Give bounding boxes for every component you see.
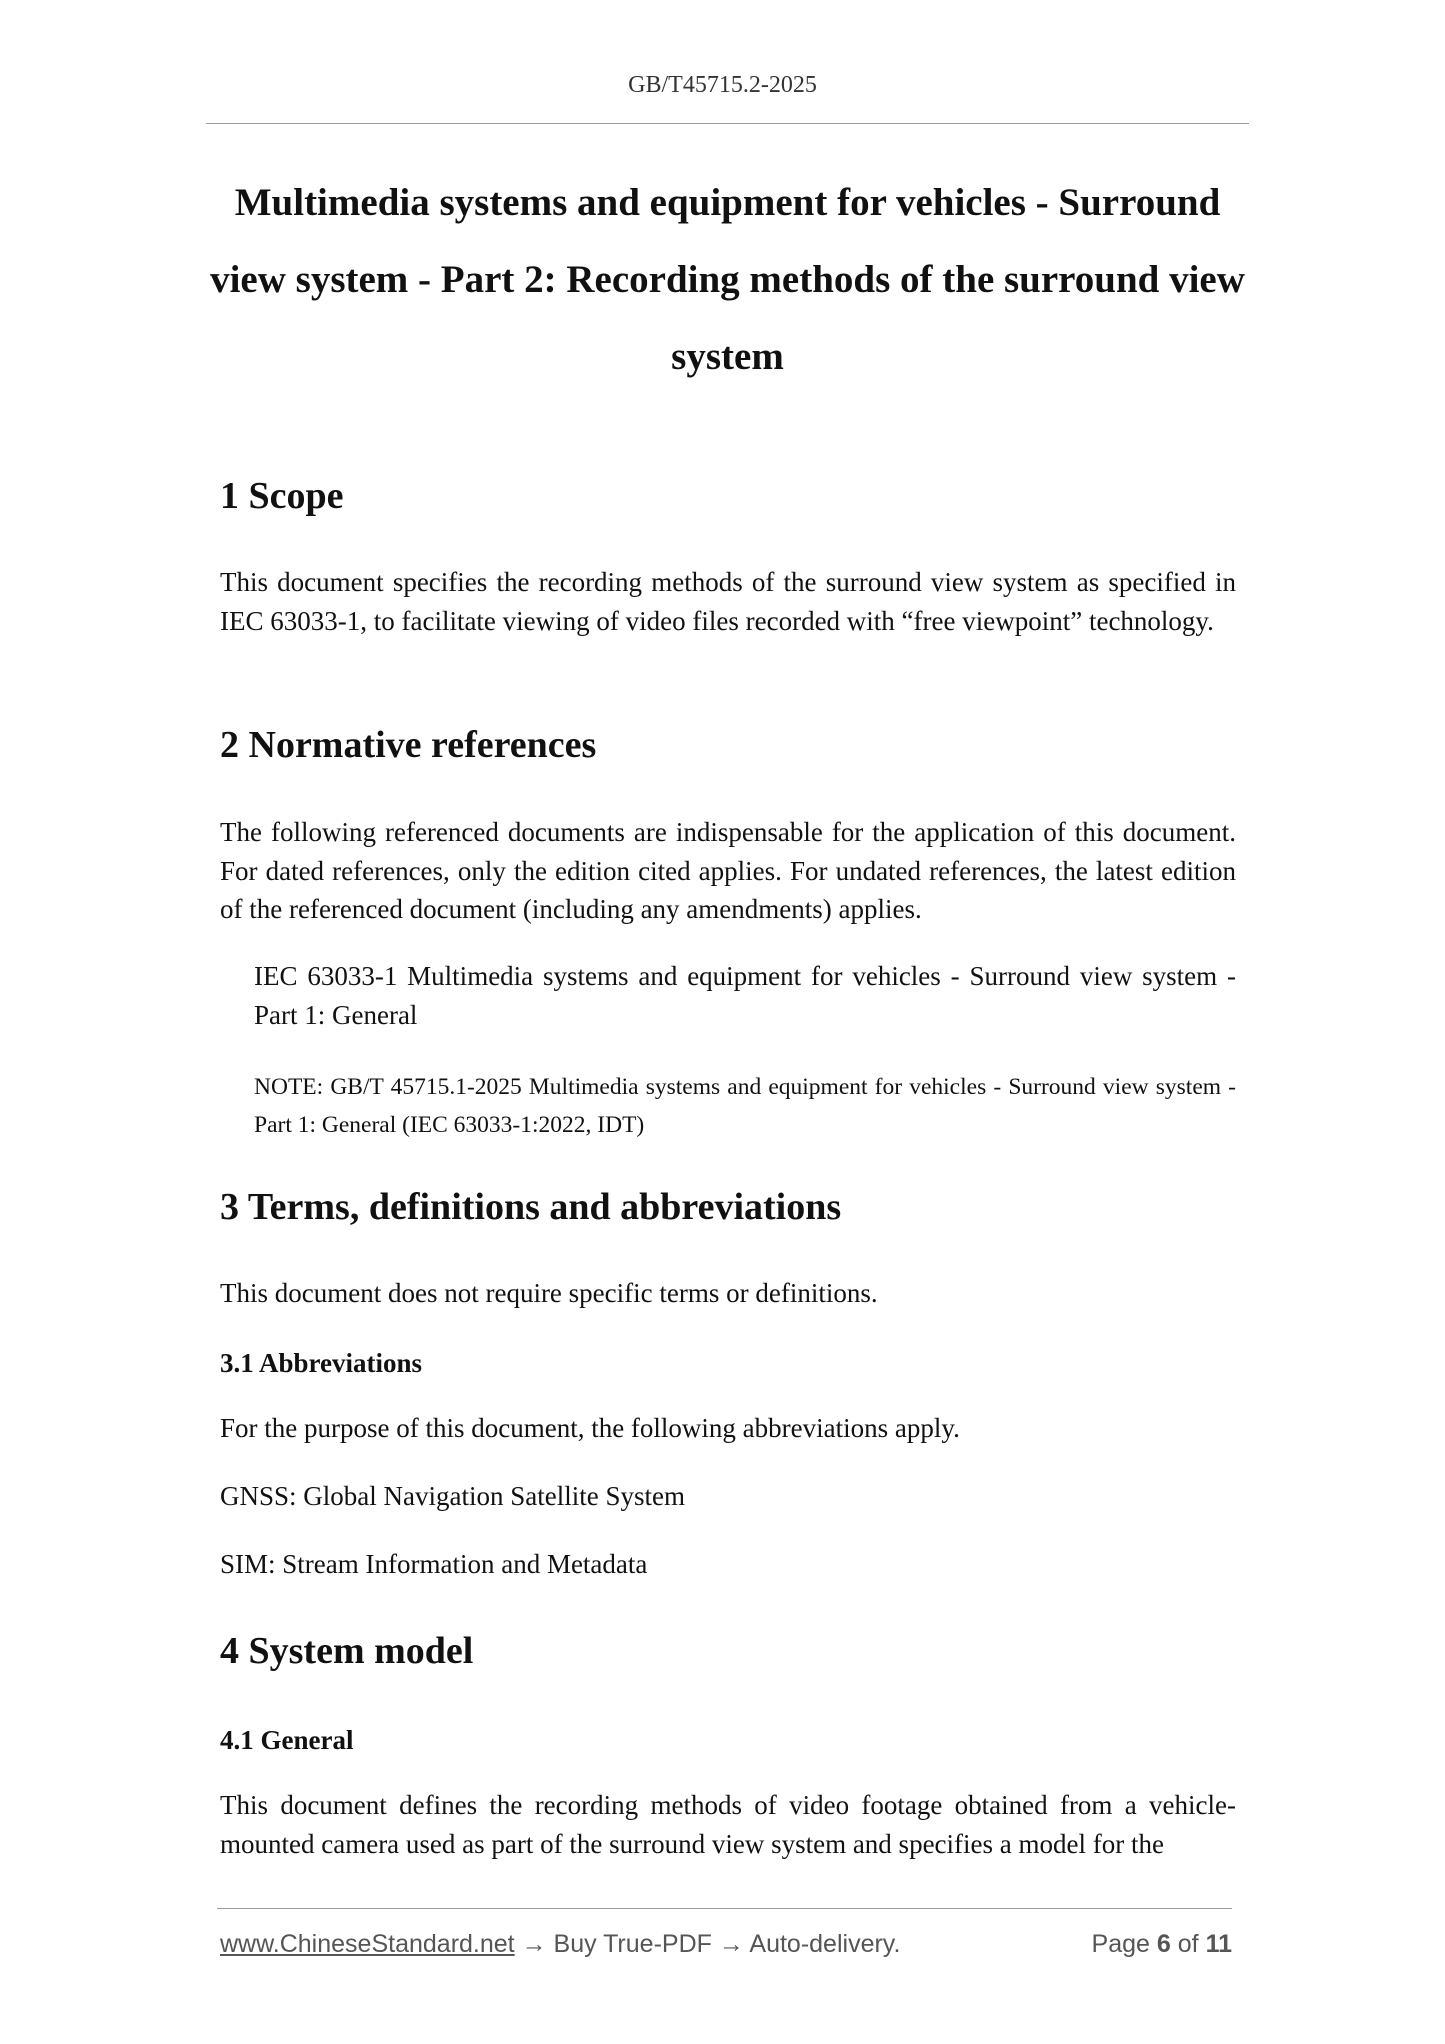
abbreviation-gnss: GNSS: Global Navigation Satellite System	[220, 1481, 685, 1511]
abbreviation-sim: SIM: Stream Information and Metadata	[220, 1549, 648, 1579]
section-3-paragraph: This document does not require specific terms or definitions.	[220, 1278, 878, 1308]
footer-promo-text: → Buy True-PDF → Auto-delivery.	[514, 1930, 901, 1958]
header-divider	[206, 123, 1249, 124]
section-2-heading: 2 Normative references	[220, 724, 597, 766]
subsection-3-1-heading: 3.1 Abbreviations	[220, 1348, 423, 1378]
subsection-3-1-paragraph: For the purpose of this document, the following abbreviations apply.	[220, 1413, 960, 1443]
page-indicator	[1092, 1930, 1232, 1959]
section-4-heading: 4 System model	[220, 1630, 474, 1672]
current-page-number: 6	[1156, 1930, 1171, 1958]
normative-reference-item: IEC 63033-1 Multimedia systems and equipment for vehicles - Surround view system - Part 1: General	[254, 961, 1236, 1030]
subsection-4-1-heading: 4.1 General	[220, 1725, 354, 1755]
reference-note: NOTE: GB/T 45715.1-2025 Multimedia systems and equipment for vehicles - Surround view system - Part 1: General (IEC 63033-1:2022, IDT)	[254, 1074, 1236, 1138]
document-title: Multimedia systems and equipment for vehicles - Surround view system - Part 2: Recording methods of the surround view system	[210, 181, 1245, 378]
section-2-paragraph: The following referenced documents are indispensable for the application of this document. For dated references, only the edition cited applies. For undated references, the latest edition of the referenced document (including any amendments) applies.	[220, 817, 1236, 924]
footer-promo	[220, 1930, 900, 1959]
section-1-paragraph: This document specifies the recording methods of the surround view system as specified in IEC 63033-1, to facilitate viewing of video files recorded with “free viewpoint” technology.	[220, 567, 1236, 636]
page-of-label: of	[1177, 1930, 1199, 1958]
website-link[interactable]: www.ChineseStandard.net	[220, 1930, 515, 1958]
section-3-heading: 3 Terms, definitions and abbreviations	[220, 1186, 842, 1228]
total-pages-number: 11	[1205, 1930, 1232, 1958]
section-1-heading: 1 Scope	[220, 475, 344, 517]
footer-divider	[217, 1908, 1232, 1909]
document-code-header: GB/T45715.2-2025	[628, 72, 817, 98]
subsection-4-1-paragraph: This document defines the recording methods of video footage obtained from a vehicle-mounted camera used as part of the surround view system and specifies a model for the	[220, 1790, 1236, 1859]
page-label: Page	[1091, 1930, 1150, 1958]
page-footer	[220, 1930, 1232, 1964]
